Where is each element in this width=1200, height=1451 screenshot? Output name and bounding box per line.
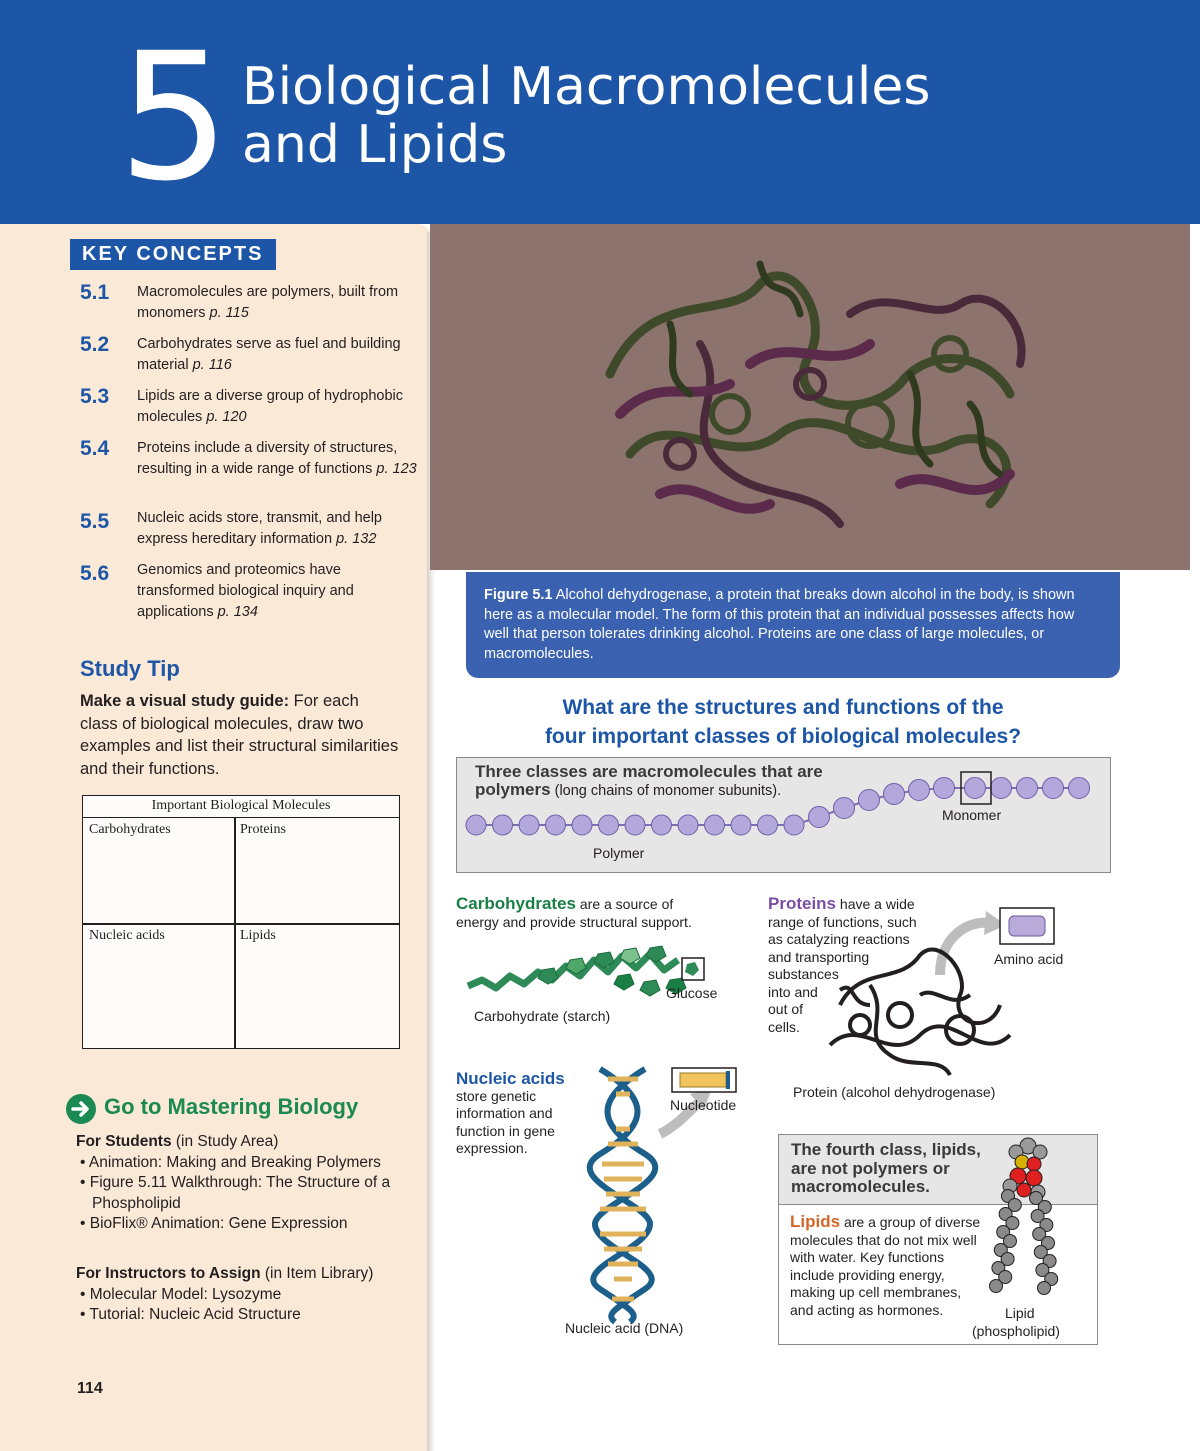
- monomer-bead: [991, 778, 1012, 799]
- monomer-bead: [625, 815, 645, 835]
- instructors-label: For Instructors to Assign: [76, 1265, 261, 1282]
- monomer-bead: [493, 815, 513, 835]
- monomer-bead: [859, 790, 880, 811]
- monomer-bead: [678, 815, 698, 835]
- carbohydrates-term: Carbohydrates: [456, 894, 576, 913]
- section-question: [456, 693, 1110, 751]
- page-number: 114: [77, 1380, 103, 1397]
- concept-text-wrap: [137, 560, 422, 623]
- lipids-text: are a group of diverse molecules that do not mix well with water. Key functions include providing energy, making up cell membranes, and acting as hormones.: [790, 1214, 981, 1318]
- concept-text-wrap: [137, 508, 422, 550]
- lipids-heading: The fourth class, lipids, are not polymers or macromolecules.: [791, 1140, 981, 1196]
- nucleic-acids-description: [456, 1070, 596, 1158]
- polymer-heading-line-1: Three classes are macromolecules that are: [475, 762, 823, 781]
- nucleic-acids-text: information and: [456, 1105, 553, 1121]
- monomer-bead: [546, 815, 566, 835]
- chapter-title-line-1: Biological Macromolecules: [242, 57, 931, 117]
- grid-divider: [83, 923, 399, 925]
- nucleic-acids-text: store genetic: [456, 1087, 537, 1104]
- monomer-bead: [934, 778, 955, 799]
- polymer-chain-diagram: [456, 770, 1111, 850]
- monomer-bead: [705, 815, 725, 835]
- question-line-1: What are the structures and functions of the: [562, 696, 1004, 719]
- carbohydrates-text: are a source of energy and provide structural support.: [456, 896, 692, 930]
- glucose-label: Glucose: [666, 985, 718, 1001]
- concept-text: Proteins include a diversity of structures, resulting in a wide range of functions: [137, 440, 398, 477]
- concept-text: Genomics and proteomics have transformed biological inquiry and applications: [137, 562, 354, 620]
- monomer-bead: [965, 778, 986, 799]
- lipid-tail-atom: [1038, 1282, 1051, 1295]
- study-tip-text: [80, 690, 400, 780]
- concept-text: Nucleic acids store, transmit, and help express hereditary information: [137, 510, 382, 547]
- proteins-text: substances: [768, 966, 839, 982]
- concept-text: Macromolecules are polymers, built from monomers: [137, 284, 399, 321]
- lipids-term: Lipids: [790, 1212, 841, 1231]
- grid-cell-lipids: Lipids: [240, 928, 276, 943]
- concept-text-wrap: [137, 282, 422, 324]
- question-line-2: four important classes of biological molecules?: [544, 725, 1022, 748]
- grid-cell-carbohydrates: Carbohydrates: [89, 822, 171, 837]
- lipid-label-line-2: (phospholipid): [972, 1323, 1060, 1339]
- students-heading: [76, 1132, 416, 1153]
- monomer-bead: [758, 815, 778, 835]
- monomer-bead: [519, 815, 539, 835]
- protein-structure-diagram: [800, 895, 1060, 1075]
- monomer-bead: [884, 784, 905, 805]
- nucleic-acids-term: Nucleic acids: [456, 1069, 565, 1088]
- chapter-number: 5: [118, 15, 226, 220]
- amino-acid-label: Amino acid: [994, 951, 1064, 967]
- concept-page-ref[interactable]: p. 123: [376, 461, 417, 477]
- lipid-tail-atom: [990, 1280, 1003, 1293]
- concept-text-wrap: [137, 438, 422, 480]
- instructors-resources: [76, 1264, 416, 1326]
- instructors-heading: [76, 1264, 416, 1285]
- figure-caption: [466, 572, 1120, 678]
- proteins-text: cells.: [768, 1018, 800, 1035]
- lipids-description: [790, 1213, 986, 1319]
- resource-link[interactable]: • Molecular Model: Lysozyme: [80, 1285, 282, 1303]
- polymer-definition: (long chains of monomer subunits).: [550, 783, 782, 799]
- monomer-bead: [731, 815, 751, 835]
- monomer-bead: [1017, 778, 1038, 799]
- monomer-bead: [809, 807, 830, 828]
- concept-text-wrap: [137, 386, 422, 428]
- resource-link[interactable]: • Tutorial: Nucleic Acid Structure: [80, 1306, 301, 1323]
- key-concepts-heading: KEY CONCEPTS: [70, 239, 276, 270]
- lipid-label-line-1: Lipid: [1005, 1305, 1035, 1321]
- study-tip-body: For each class of biological molecules, draw two examples and list their structural similarities and their functions.: [80, 692, 399, 778]
- proteins-text: have a wide: [836, 896, 915, 912]
- nucleic-acids-text: expression.: [456, 1140, 528, 1156]
- concept-number: 5.4: [80, 437, 110, 460]
- mastering-title: Go to Mastering Biology: [104, 1094, 359, 1119]
- study-tip-heading: Study Tip: [80, 656, 180, 681]
- resource-link[interactable]: • Animation: Making and Breaking Polymers: [80, 1153, 381, 1171]
- chapter-header-banner: [0, 0, 1200, 224]
- figure-caption-text: Alcohol dehydrogenase, a protein that breaks down alcohol in the body, is shown here as a molecular model. The form of this protein that an individual possesses affects how well that person tolerates drinking alcohol. Proteins are one class of large molecules, or macromolecules.: [484, 587, 1075, 662]
- students-label: For Students: [76, 1133, 172, 1150]
- concept-number: 5.6: [80, 562, 110, 585]
- concept-text-wrap: [137, 334, 422, 376]
- arrow-right-circle-icon: [66, 1094, 96, 1124]
- monomer-bead: [909, 780, 930, 801]
- nucleotide-label: Nucleotide: [670, 1097, 737, 1113]
- students-resources: [76, 1132, 416, 1235]
- starch-label: Carbohydrate (starch): [474, 1008, 611, 1024]
- proteins-text: and transporting: [768, 948, 870, 965]
- grid-divider: [234, 818, 236, 1048]
- resource-link[interactable]: • Figure 5.11 Walkthrough: The Structure of a Phospholipid: [80, 1174, 391, 1212]
- monomer-bead: [599, 815, 619, 835]
- grid-cell-proteins: Proteins: [240, 822, 286, 837]
- monomer-bead: [1043, 778, 1064, 799]
- proteins-text: out of: [768, 1001, 804, 1017]
- carbohydrates-description: [456, 895, 696, 931]
- concept-number: 5.5: [80, 510, 110, 533]
- instructors-suffix: (in Item Library): [260, 1265, 374, 1282]
- nucleic-acids-text: function in gene: [456, 1122, 555, 1139]
- concept-page-ref[interactable]: p. 134: [217, 604, 258, 620]
- concept-number: 5.2: [80, 333, 110, 356]
- concept-page-ref[interactable]: p. 132: [336, 531, 377, 547]
- monomer-bead: [572, 815, 592, 835]
- proteins-text: as catalyzing reactions: [768, 931, 910, 947]
- concept-text: Carbohydrates serve as fuel and building material: [137, 336, 401, 373]
- alcohol-dehydrogenase-model-image: [430, 224, 1190, 570]
- proteins-text: into and: [768, 983, 818, 1000]
- grid-cell-nucleic-acids: Nucleic acids: [89, 928, 165, 943]
- monomer-bead: [1069, 778, 1090, 799]
- monomer-bead: [652, 815, 672, 835]
- proteins-text: range of functions, such: [768, 913, 917, 930]
- protein-ribbon-illustration: [430, 224, 1190, 570]
- chapter-title: [242, 58, 930, 174]
- concept-number: 5.3: [80, 385, 110, 408]
- monomer-bead: [834, 798, 855, 819]
- monomer-bead: [784, 815, 804, 835]
- polymer-term: polymers: [475, 780, 551, 799]
- resource-link[interactable]: • BioFlix® Animation: Gene Expression: [80, 1215, 348, 1232]
- study-guide-grid: [82, 795, 400, 1049]
- chapter-title-line-2: and Lipids: [242, 115, 508, 175]
- proteins-term: Proteins: [768, 894, 837, 913]
- monomer-bead: [466, 815, 486, 835]
- dna-label: Nucleic acid (DNA): [565, 1320, 684, 1336]
- study-grid-title: Important Biological Molecules: [83, 796, 399, 818]
- concept-page-ref[interactable]: p. 115: [209, 305, 249, 321]
- monomer-label: Monomer: [942, 807, 1002, 823]
- concept-number: 5.1: [80, 281, 110, 304]
- protein-label: Protein (alcohol dehydrogenase): [793, 1084, 996, 1100]
- phospholipid-diagram: [988, 1136, 1068, 1301]
- concept-page-ref[interactable]: p. 120: [206, 409, 247, 425]
- study-tip-lead: Make a visual study guide:: [80, 692, 290, 710]
- polymer-label: Polymer: [593, 845, 645, 861]
- concept-text: Lipids are a diverse group of hydrophobic molecules: [137, 388, 403, 425]
- students-suffix: (in Study Area): [171, 1133, 279, 1150]
- figure-label: Figure 5.1: [484, 587, 553, 603]
- concept-page-ref[interactable]: p. 116: [192, 357, 232, 373]
